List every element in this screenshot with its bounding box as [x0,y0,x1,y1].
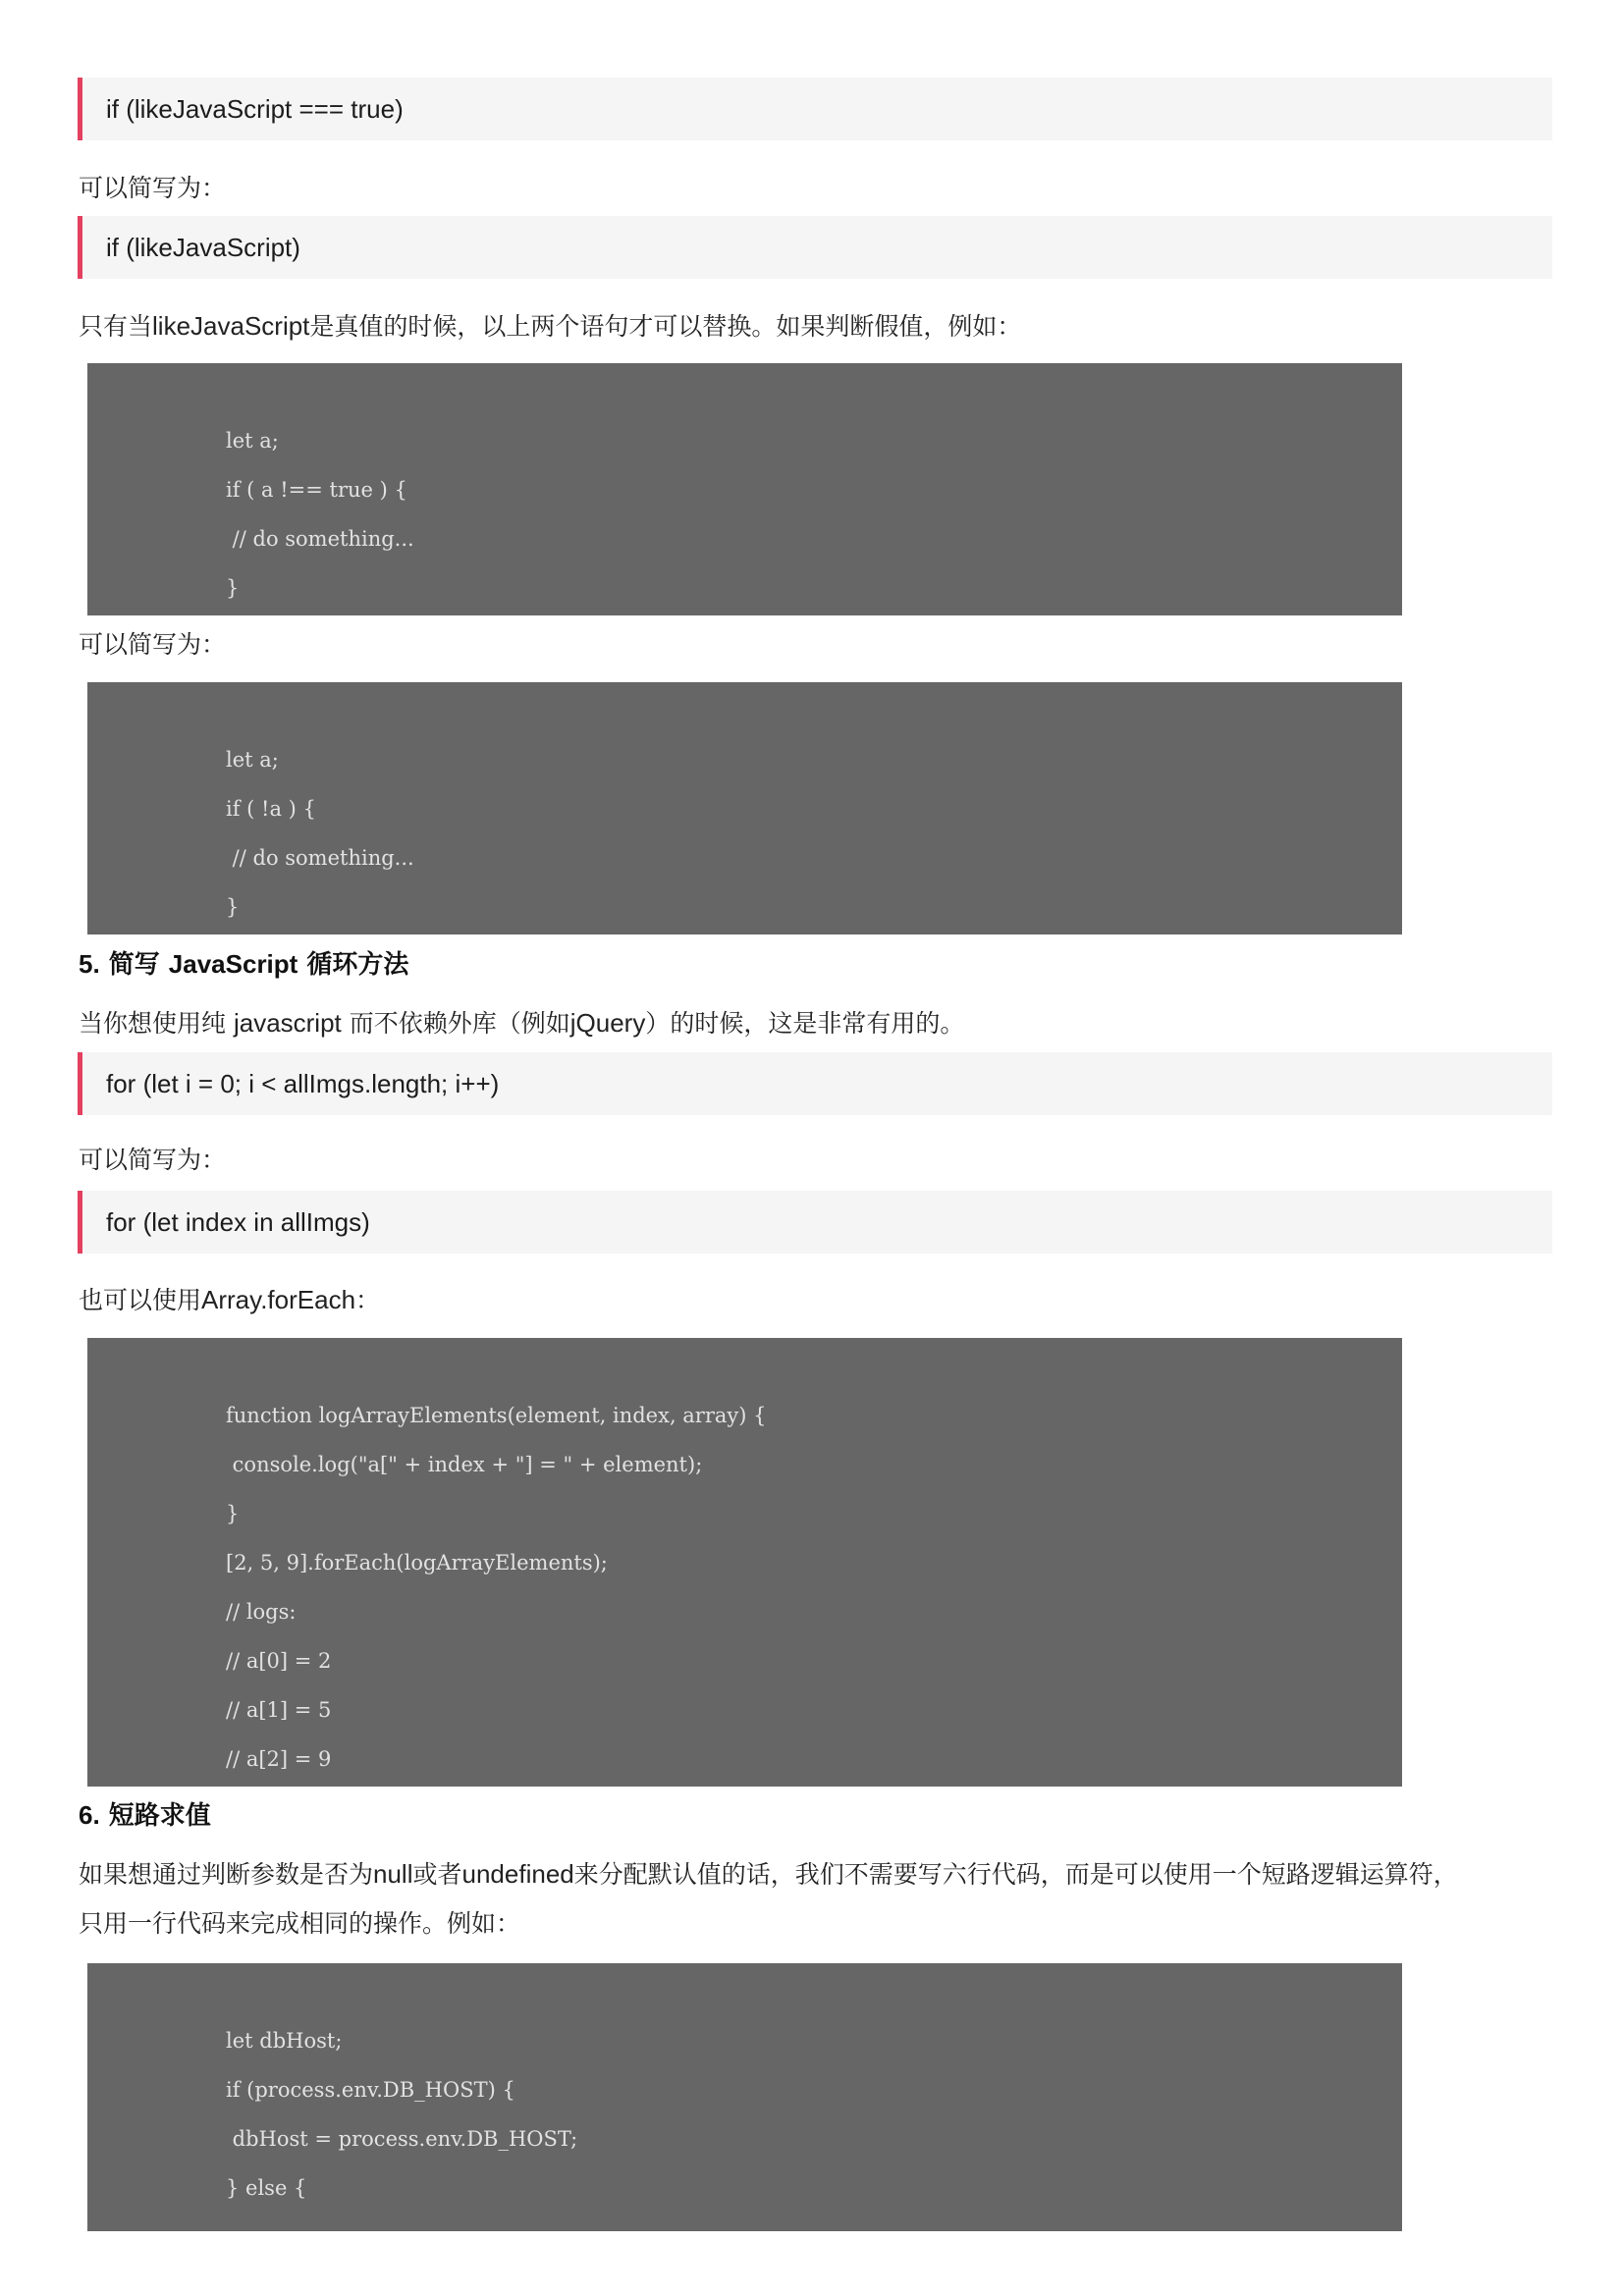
code-line: // do something... [226,527,414,551]
code-line: let a; [226,429,279,453]
code-block [87,363,1402,615]
inline-term: null [373,1859,413,1889]
paragraph-text: 而不依赖外库（例如 [341,1009,570,1038]
quote-text: for (let i = 0; i < allImgs.length; i++) [106,1068,500,1098]
paragraph-text: 只有当 [79,312,153,341]
code-line: console.log("a[" + index + "] = " + element); [226,1453,703,1476]
paragraph-text: 只用一行代码来完成相同的操作。例如： [79,1909,521,1938]
code-line: } [226,895,240,919]
paragraph-text: 可以简写为： [79,630,227,659]
code-line: [2, 5, 9].forEach(logArrayElements); [226,1551,608,1575]
heading-term: JavaScript [168,949,298,979]
quote-block [78,78,1552,140]
paragraph-text: 可以简写为： [79,1146,227,1174]
inline-term: jQuery [569,1008,646,1038]
heading-number: 5. [79,949,100,979]
quote-block [78,216,1552,279]
code-line: function logArrayElements(element, index, array) { [226,1404,767,1427]
code-line: if ( !a ) { [226,797,316,821]
paragraph [79,998,1551,1048]
code-line: let a; [226,748,279,772]
paragraph [79,620,1551,669]
inline-term: undefined [461,1859,574,1889]
paragraph-text: 来分配默认值的话，我们不需要写六行代码，而是可以使用一个短路逻辑运算符， [573,1860,1458,1889]
code-line: // do something... [226,846,414,870]
heading-text: 循环方法 [298,950,409,980]
section-heading [79,944,408,985]
quote-block [78,1052,1552,1115]
paragraph [79,164,1551,213]
code-line: } else { [226,2176,307,2200]
heading-text: 短路求值 [99,1801,211,1831]
quote-block [78,1191,1552,1254]
code-line: if ( a !== true ) { [226,478,407,502]
code-line: let dbHost; [226,2029,343,2053]
section-heading [79,1795,211,1836]
code-line: // a[1] = 5 [226,1698,332,1722]
inline-term: Array.forEach [201,1285,356,1314]
code-line: } [226,576,240,600]
code-line: // a[2] = 9 [226,1747,332,1771]
paragraph-line [79,1849,1551,1899]
quote-text: for (let index in allImgs) [106,1206,370,1237]
inline-term: likeJavaScript [152,311,310,341]
code-line: // logs: [226,1600,297,1624]
paragraph-text: 如果想通过判断参数是否为 [79,1860,374,1889]
code-block [87,1963,1402,2231]
paragraph-text: 是真值的时候，以上两个语句才可以替换。如果判断假值，例如： [309,312,1022,341]
paragraph-line [79,1899,1551,1949]
code-block [87,1338,1402,1787]
heading-text: 简写 [99,950,169,980]
code-line: dbHost = process.env.DB_HOST; [226,2127,578,2151]
code-line: } [226,1502,240,1525]
paragraph [79,301,1551,351]
paragraph-text: 可以简写为： [79,174,227,202]
paragraph [79,1136,1551,1185]
quote-text: if (likeJavaScript) [106,232,300,262]
code-block [87,682,1402,934]
code-line: // a[0] = 2 [226,1649,332,1673]
heading-number: 6. [79,1800,100,1830]
paragraph-text: 当你想使用纯 [79,1009,234,1038]
paragraph-text: 也可以使用 [79,1286,202,1314]
paragraph-text: ）的时候，这是非常有用的。 [645,1009,965,1038]
paragraph [79,1849,1551,1949]
inline-term: javascript [233,1008,342,1038]
quote-text: if (likeJavaScript === true) [106,93,404,124]
paragraph-text: ： [355,1286,381,1314]
paragraph [79,1275,1551,1325]
code-line: if (process.env.DB_HOST) { [226,2078,515,2102]
paragraph-text: 或者 [412,1860,462,1889]
